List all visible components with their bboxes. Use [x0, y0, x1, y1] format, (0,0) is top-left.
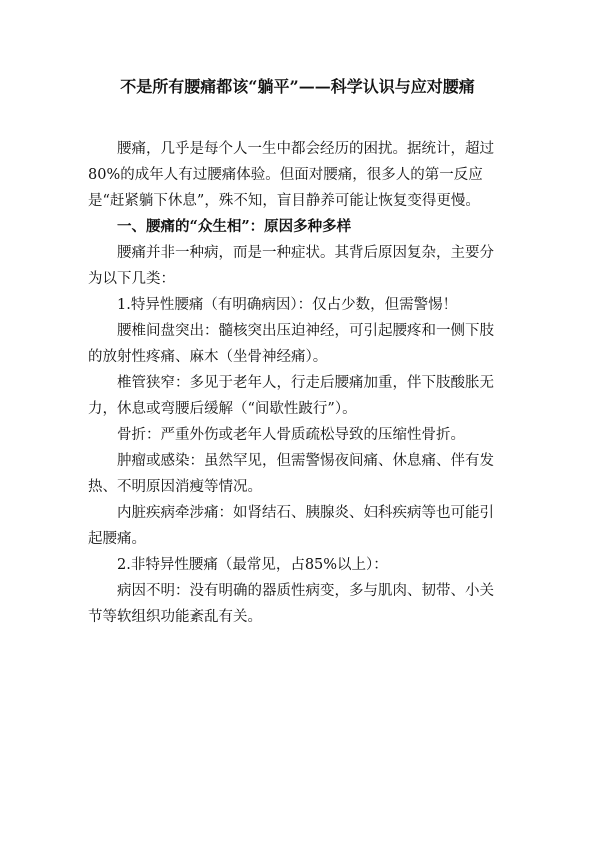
paragraph-tumor-infection: 肿瘤或感染：虽然罕见，但需警惕夜间痛、休息痛、伴有发热、不明原因消瘦等情况。 — [88, 453, 494, 495]
paragraph-visceral: 内脏疾病牵涉痛：如肾结石、胰腺炎、妇科疾病等也可能引起腰痛。 — [88, 505, 494, 547]
paragraph-stenosis: 椎管狭窄：多见于老年人，行走后腰痛加重，伴下肢酸胀无力，休息或弯腰后缓解（“间歇性跛行”）。 — [88, 375, 494, 417]
paragraph-nonspecific-pain: 2.非特异性腰痛（最常见，占85%以上）： — [117, 557, 388, 573]
paragraph-specific-pain: 1.特异性腰痛（有明确病因）：仅占少数，但需警惕！ — [117, 297, 458, 313]
intro-paragraph: 腰痛，几乎是每个人一生中都会经历的困扰。据统计，超过80%的成年人有过腰痛体验。但面对腰痛，很多人的第一反应是“赶紧躺下休息”，殊不知，盲目静养可能让恢复变得更慢。 — [88, 141, 494, 209]
section-heading-1: 一、腰痛的“众生相”：原因多种多样 — [117, 218, 352, 235]
paragraph-fracture: 骨折：严重外伤或老年人骨质疏松导致的压缩性骨折。 — [117, 427, 465, 443]
paragraph-unknown-cause: 病因不明：没有明确的器质性病变，多与肌肉、韧带、小关节等软组织功能紊乱有关。 — [88, 583, 494, 625]
document-title: 不是所有腰痛都该“躺平”——科学认识与应对腰痛 — [120, 77, 475, 96]
document-body — [88, 136, 508, 630]
paragraph-overview: 腰痛并非一种病，而是一种症状。其背后原因复杂，主要分为以下几类： — [88, 245, 494, 287]
paragraph-disc-herniation: 腰椎间盘突出：髓核突出压迫神经，可引起腰疼和一侧下肢的放射性疼痛、麻木（坐骨神经痛）。 — [88, 323, 494, 365]
